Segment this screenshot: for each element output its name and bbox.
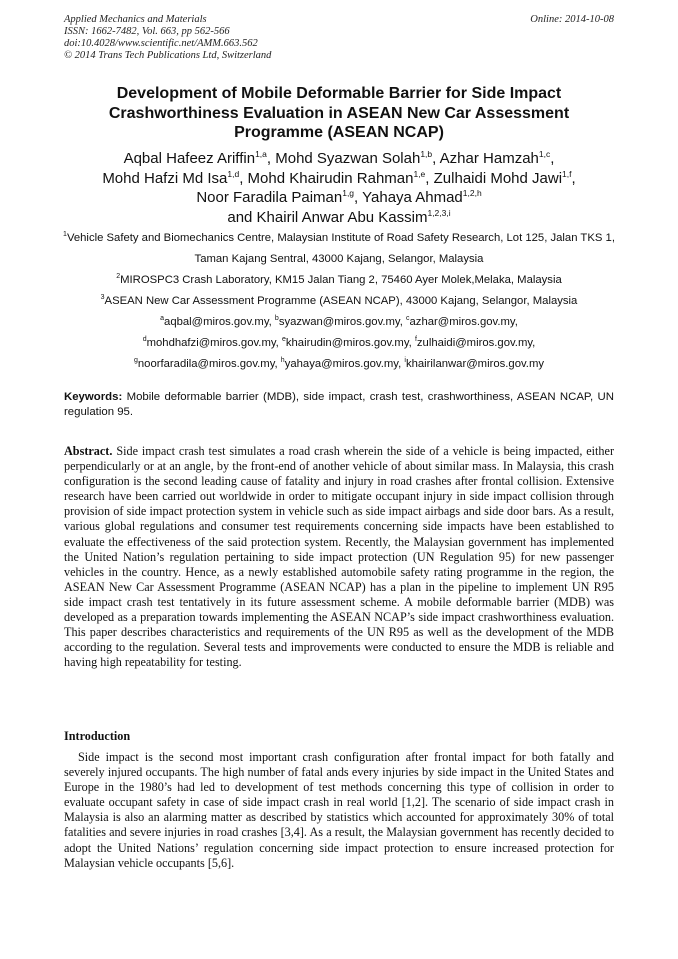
- email-line-3: [62, 354, 616, 375]
- author-name: Azhar Hamzah: [439, 150, 539, 167]
- abstract-paragraph: [64, 444, 614, 670]
- author-name: Zulhaidi Mohd Jawi: [433, 169, 563, 187]
- email-i: $^i$khairilanwar@miros.gov.my: [404, 357, 545, 370]
- affiliation-text: MIROSPC3 Crash Laboratory, KM15 Jalan Tiang 2, 75460 Ayer Molek,Melaka, Malaysia: [120, 274, 562, 286]
- email-h: $^h$yahaya@miros.gov.my,: [280, 357, 405, 370]
- author-7: Noor Faradila Paiman$^{1,g}$,: [196, 188, 363, 206]
- email-e: $^e$khairudin@miros.gov.my,: [281, 336, 415, 349]
- author-superscript: 1,c: [538, 149, 551, 159]
- author-superscript: 1,2,3,i: [427, 207, 451, 218]
- affiliation-superscript: 3: [100, 294, 105, 302]
- author-superscript: 1,g: [342, 188, 355, 198]
- email-d: $^d$mohdhafzi@miros.gov.my,: [142, 336, 282, 349]
- keywords-label: Keywords:: [64, 391, 123, 403]
- author-superscript: 1,e: [413, 168, 426, 179]
- author-2: Mohd Syazwan Solah$^{1,b}$,: [275, 149, 440, 167]
- author-4: Mohd Hafzi Md Isa$^{1,d}$,: [102, 168, 248, 187]
- author-name: Yahaya Ahmad: [362, 189, 463, 206]
- online-date: Online: 2014-10-08: [530, 14, 614, 25]
- introduction-paragraph: Side impact is the second most important crash configuration after frontal impact for both fatally and severely injured occupants. The high number of fatal ands every injuries by side impact in the United States and Europe in the 1980’s had led to development of test methods concerning this type of collision in order to evaluate occupant safety in case of side impact crash in real world [1,2]. The scenario of side impact crash in Malaysia is also an alarming matter as described by statistics which accounted for approximately 30% of total fatalities and severe injuries in road crashes [3,4]. As a result, the Malaysian government has recently decided to adopt the United Nations’ regulation concerning side impact protection to ensure increased protection for Malaysian vehicle occupants [5,6].: [64, 750, 614, 870]
- author-name: Mohd Syazwan Solah: [275, 150, 421, 167]
- doi-line: doi:10.4028/www.scientific.net/AMM.663.562: [64, 38, 258, 49]
- affiliation-superscript: 1: [63, 231, 67, 239]
- author-1: Aqbal Hafeez Ariffin$^{1,a}$,: [123, 149, 276, 167]
- author-superscript: 1,2,h: [462, 188, 482, 198]
- author-6: Zulhaidi Mohd Jawi$^{1,f}$,: [433, 168, 576, 187]
- author-superscript: 1,d: [227, 168, 240, 179]
- author-superscript: 1,a: [255, 149, 267, 159]
- affiliation-superscript: 2: [116, 273, 121, 281]
- affiliation-text: ASEAN New Car Assessment Programme (ASEAN NCAP), 43000 Kajang, Selangor, Malaysia: [104, 295, 578, 307]
- affiliation-3: [62, 291, 616, 312]
- keywords-paragraph: [64, 390, 614, 420]
- author-name: Noor Faradila Paiman: [196, 189, 343, 206]
- issn-line: ISSN: 1662-7482, Vol. 663, pp 562-566: [64, 26, 230, 37]
- email-g: $^g$noorfaradila@miros.gov.my,: [133, 357, 281, 370]
- affiliation-1: [62, 228, 616, 270]
- keywords-text: Mobile deformable barrier (MDB), side impact, crash test, crashworthiness, ASEAN NCAP, UN regulation 95.: [64, 391, 615, 418]
- email-line-2: [62, 333, 616, 354]
- paper-title: Development of Mobile Deformable Barrier for Side Impact Crashworthiness Evaluation in ASEAN New Car Assessment Programme (ASEAN NCAP): [108, 85, 570, 141]
- email-f: $^f$zulhaidi@miros.gov.my,: [414, 336, 536, 349]
- email-line-1: [62, 312, 616, 333]
- introduction-heading: Introduction: [64, 729, 131, 743]
- abstract-label: Abstract.: [64, 444, 113, 458]
- publication-header: [64, 14, 614, 62]
- affiliation-block: [62, 228, 616, 375]
- affiliation-2: [62, 270, 616, 291]
- copyright-line: © 2014 Trans Tech Publications Ltd, Switzerland: [64, 50, 272, 61]
- author-list: [60, 149, 618, 227]
- author-name: and Khairil Anwar Abu Kassim: [227, 208, 428, 226]
- author-superscript: 1,f: [562, 168, 572, 179]
- email-b: $^b$syazwan@miros.gov.my,: [274, 315, 407, 328]
- author-superscript: 1,b: [420, 149, 433, 159]
- author-name: Aqbal Hafeez Ariffin: [123, 150, 256, 167]
- author-name: Mohd Khairudin Rahman: [247, 169, 414, 187]
- journal-name: Applied Mechanics and Materials: [64, 14, 207, 25]
- author-8: [362, 189, 482, 206]
- affiliation-text: Vehicle Safety and Biomechanics Centre, Malaysian Institute of Road Safety Research, Lot 125, Jalan TKS 1, Taman Kajang Sentral, 43000 Kajang, Selangor, Malaysia: [66, 232, 615, 265]
- email-a: $^a$aqbal@miros.gov.my,: [160, 315, 275, 328]
- author-5: Mohd Khairudin Rahman$^{1,e}$,: [247, 168, 434, 187]
- author-name: Mohd Hafzi Md Isa: [102, 169, 228, 187]
- author-3: Azhar Hamzah$^{1,c}$,: [439, 149, 555, 167]
- email-c: $^c$azhar@miros.gov.my,: [406, 315, 518, 328]
- author-9: [227, 209, 450, 226]
- abstract-text: Side impact crash test simulates a road crash wherein the side of a vehicle is being impacted, either perpendicularly or at an angle, by the front-end of another vehicle of about similar mass. In Malaysia, this crash configuration is the second leading cause of fatality and injury in road crashes after frontal collision. Extensive research have been carried out worldwide in order to mitigate occupant injury in side impact collision through provision of side impact protection system in vehicle such as side impact airbags and side door bars. As a result, various global regulations and consumer test requirements concerning side impacts have been established to evaluate the effectiveness of the said protection system. Recently, the Malaysian government has implemented the United Nation’s regulation pertaining to side impact protection (UN Regulation 95) for new passenger vehicles in the country. Hence, as a newly established automobile safety rating programme in the region, the ASEAN New Car Assessment Programme (ASEAN NCAP) has a plan in the pipeline to implement UN R95 side impact crash test tentatively in its future assessment scheme. A mobile deformable barrier (MDB) was developed as a preparation towards implementing the ASEAN NCAP’s side impact crashworthiness evaluation. This paper describes characteristics and requirements of the UN R95 as well as the development of the MDB according to the regulation. Several tests and improvements were conducted to ensure the MDB is reliable and having high repeatability for testing.: [64, 444, 614, 670]
